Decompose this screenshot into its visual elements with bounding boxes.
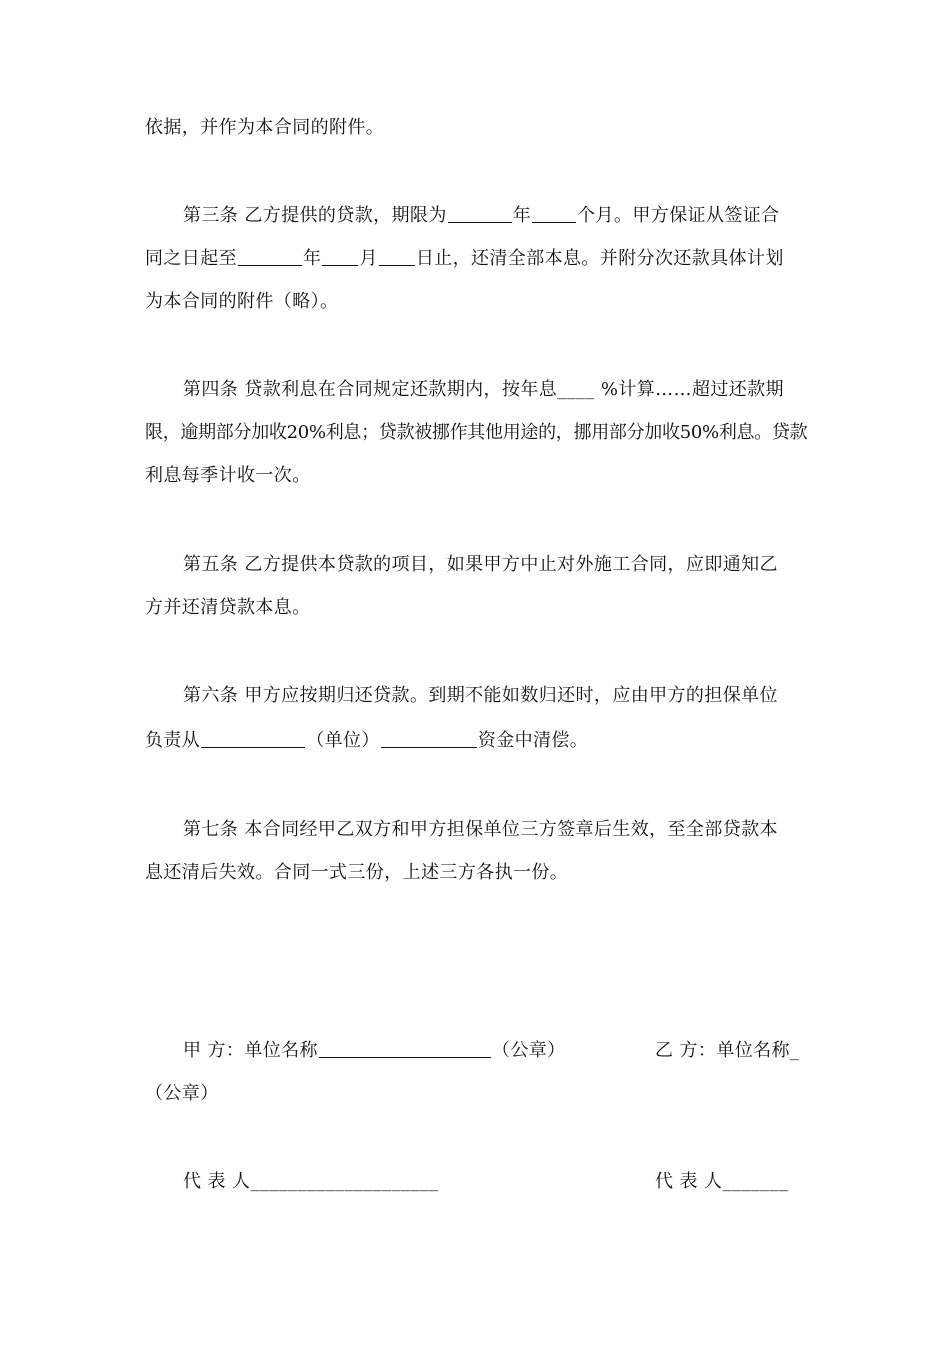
- article-6-text: 负责从: [145, 730, 201, 751]
- article-6-text: 资金中清偿。: [477, 730, 589, 751]
- article-7-line-2: 息还清后失效。合同一式三份，上述三方各执一份。: [145, 862, 569, 883]
- article-3-text: 第三条 乙方提供的贷款，期限为: [183, 205, 447, 226]
- article-3-line-1: [183, 204, 780, 228]
- article-3-text: 个月。甲方保证从签证合: [577, 205, 780, 226]
- loan-years-blank: [448, 204, 512, 223]
- article-4-line-3: 利息每季计收一次。: [145, 465, 311, 486]
- article-3-line-2: [145, 247, 784, 271]
- fund-source-blank: [381, 729, 477, 748]
- guarantor-unit-blank: [201, 729, 305, 748]
- party-a-signature: [183, 1039, 566, 1063]
- article-7-line-1: 第七条 本合同经甲乙双方和甲方担保单位三方签章后生效，至全部贷款本: [183, 819, 778, 840]
- article-6-line-2: [145, 729, 588, 753]
- article-5-line-1: 第五条 乙方提供本贷款的项目，如果甲方中止对外施工合同，应即通知乙: [183, 554, 778, 575]
- article-4-line-1: 第四条 贷款利息在合同规定还款期内，按年息____ %计算……超过还款期: [183, 379, 784, 400]
- party-b-seal: （公章）: [145, 1083, 219, 1104]
- party-b-signature: 乙 方：单位名称_: [655, 1040, 800, 1061]
- party-a-seal: （公章）: [491, 1040, 566, 1061]
- article-5-line-2: 方并还清贷款本息。: [145, 597, 311, 618]
- article-3-text: 同之日起至: [145, 248, 237, 269]
- article-3-text: 年: [303, 248, 322, 269]
- party-a-label: 甲 方：单位名称: [183, 1040, 318, 1061]
- article-3-text: 月: [359, 248, 378, 269]
- article-6-text: （单位）: [306, 730, 380, 751]
- article-3-line-3: 为本合同的附件（略）。: [145, 291, 339, 312]
- article-6-line-1: 第六条 甲方应按期归还贷款。到期不能如数归还时，应由甲方的担保单位: [183, 685, 778, 706]
- party-b-representative: 代 表 人_______: [655, 1171, 789, 1192]
- article-3-text: 日止，还清全部本息。并附分次还款具体计划: [415, 248, 784, 269]
- end-month-blank: [322, 247, 358, 266]
- end-day-blank: [379, 247, 415, 266]
- party-a-name-blank: [319, 1039, 491, 1058]
- article-3-text: 年: [512, 205, 532, 226]
- article-4-line-2: 限，逾期部分加收20%利息；贷款被挪作其他用途的，挪用部分加收50%利息。贷款: [145, 422, 808, 443]
- intro-paragraph: 依据，并作为本合同的附件。: [145, 117, 385, 138]
- loan-months-blank: [532, 204, 576, 223]
- end-year-blank: [238, 247, 302, 266]
- party-a-representative: 代 表 人____________________: [183, 1171, 439, 1192]
